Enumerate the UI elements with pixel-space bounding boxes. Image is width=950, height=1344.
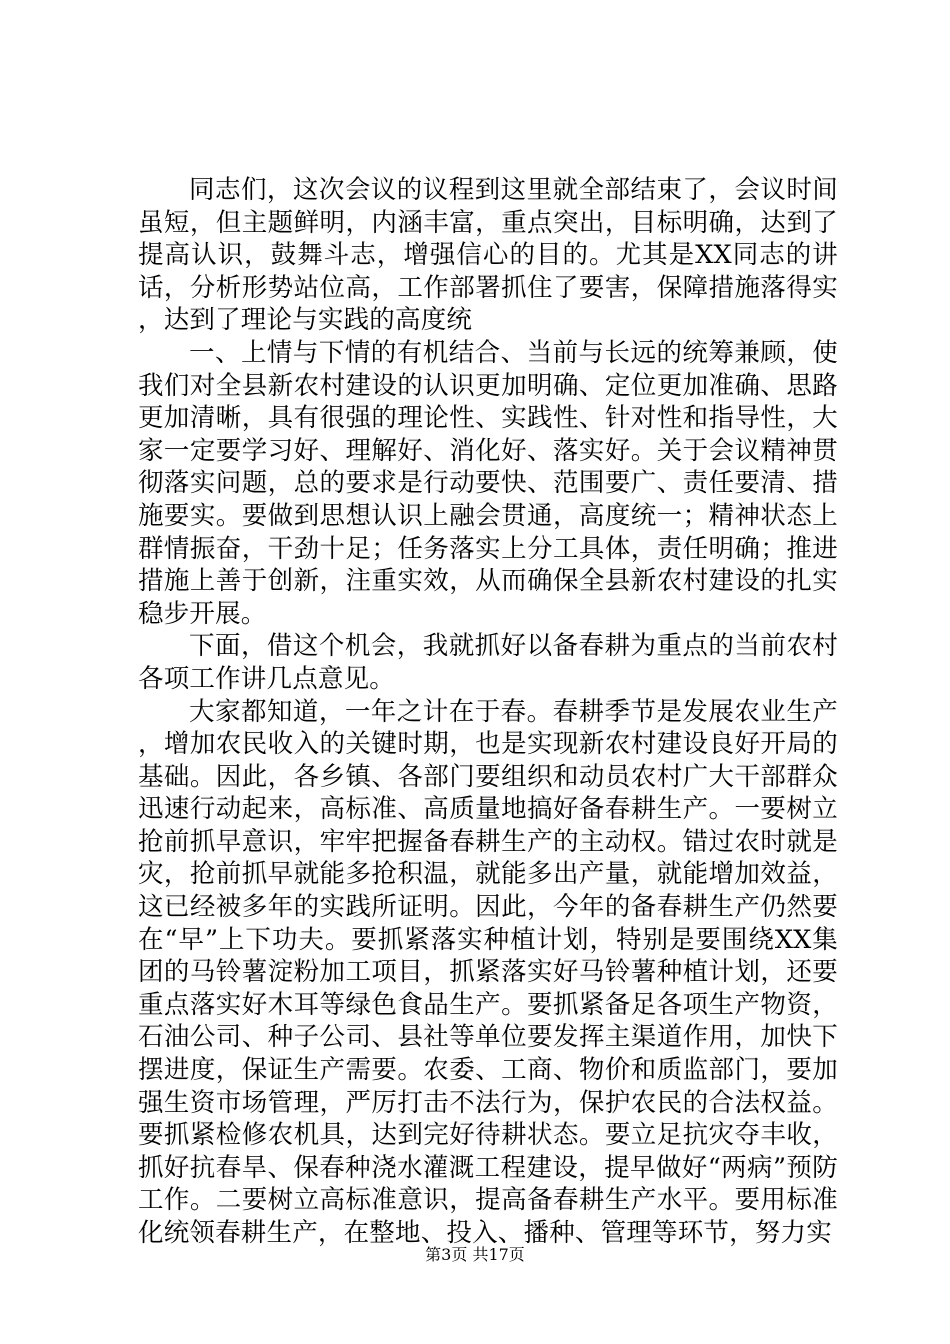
paragraph-3: 下面，借这个机会，我就抓好以备春耕为重点的当前农村各项工作讲几点意见。	[138, 631, 838, 694]
paragraph-2: 一、上情与下情的有机结合、当前与长远的统筹兼顾，使我们对全县新农村建设的认识更加明确、定位更加准确、思路更加清晰，具有很强的理论性、实践性、针对性和指导性，大家一定要学习好、理解好、消化好、落实好。关于会议精神贯彻落实问题，总的要求是行动要快、范围要广、责任要清、措施要实。要做到思想认识上融会贯通，高度统一；精神状态上群情振奋，干劲十足；任务落实上分工具体，责任明确；推进措施上善于创新，注重实效，从而确保全县新农村建设的扎实稳步开展。	[138, 337, 838, 629]
page-footer	[0, 1244, 950, 1266]
document-body	[138, 174, 838, 1250]
paragraph-1: 同志们，这次会议的议程到这里就全部结束了，会议时间虽短，但主题鲜明，内涵丰富，重点突出，目标明确，达到了提高认识，鼓舞斗志，增强信心的目的。尤其是XX同志的讲话，分析形势站位高，工作部署抓住了要害，保障措施落得实，达到了理论与实践的高度统	[138, 175, 838, 336]
paragraph-4: 大家都知道，一年之计在于春。春耕季节是发展农业生产，增加农民收入的关键时期，也是实现新农村建设良好开局的基础。因此，各乡镇、各部门要组织和动员农村广大干部群众迅速行动起来，高标准、高质量地搞好备春耕生产。一要树立抢前抓早意识，牢牢把握备春耕生产的主动权。错过农时就是灾，抢前抓早就能多抢积温，就能多出产量，就能增加效益，这已经被多年的实践所证明。因此，今年的备春耕生产仍然要在“早”上下功夫。要抓紧落实种植计划，特别是要围绕XX集团的马铃薯淀粉加工项目，抓紧落实好马铃薯种植计划，还要重点落实好木耳等绿色食品生产。要抓紧备足各项生产物资，石油公司、种子公司、县社等单位要发挥主渠道作用，加快下摆进度，保证生产需要。农委、工商、物价和质监部门，要加强生资市场管理，严厉打击不法行为，保护农民的合法权益。要抓紧检修农机具，达到完好待耕状态。要立足抗灾夺丰收，抓好抗春旱、保春种浇水灌溉工程建设，提早做好“两病”预防工作。二要树立高标准意识，提高备春耕生产水平。要用标准化统领春耕生产，在整地、投入、播种、管理等环节，努力实	[138, 696, 838, 1248]
page-number-label: 第3页 共17页	[425, 1245, 525, 1264]
